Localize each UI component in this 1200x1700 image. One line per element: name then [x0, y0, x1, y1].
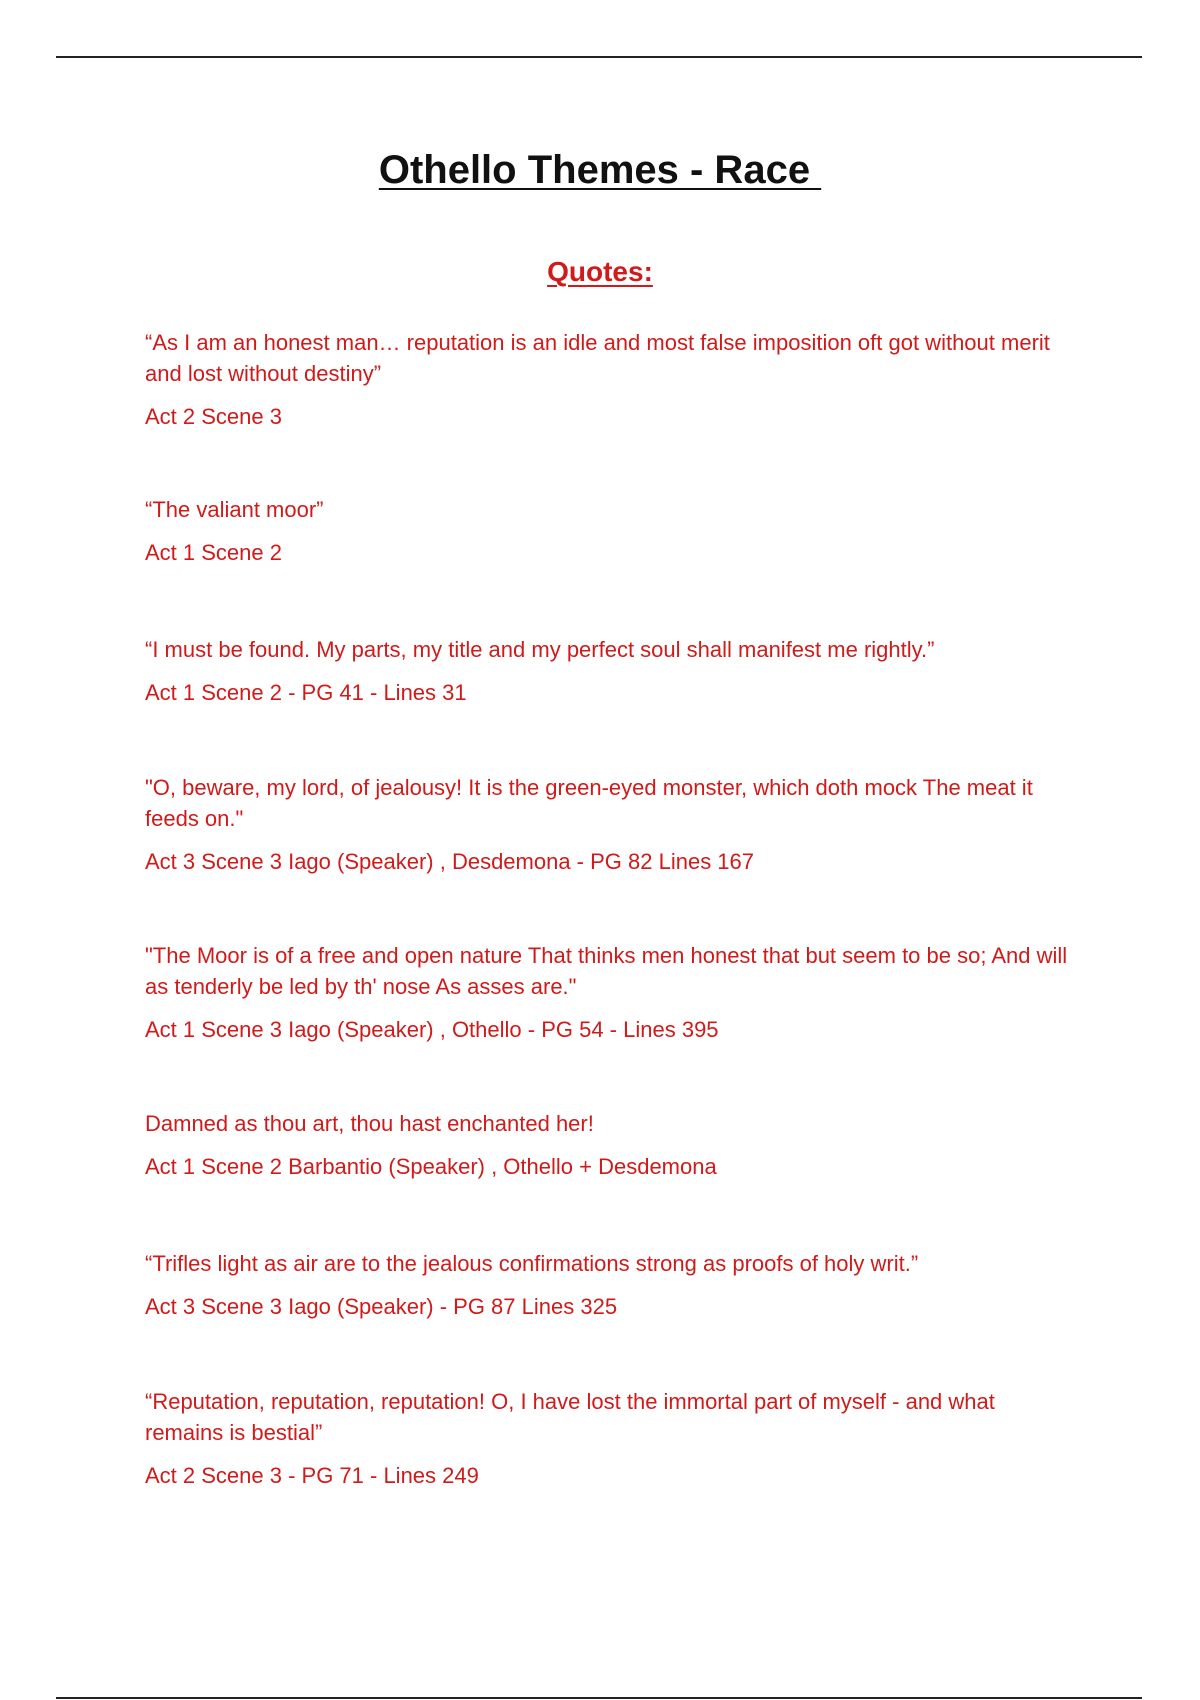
quote-reference: Act 3 Scene 3 Iago (Speaker) , Desdemona - PG 82 Lines 167	[145, 849, 755, 874]
section-heading	[0, 254, 1200, 290]
page-title	[0, 144, 1200, 196]
quote-reference: Act 1 Scene 2	[145, 540, 282, 565]
quote-text: “I must be found. My parts, my title and my perfect soul shall manifest me rightly.”	[145, 637, 935, 662]
quote-block	[145, 772, 1075, 877]
quote-block	[145, 940, 1075, 1045]
quote-block	[145, 634, 1075, 708]
quote-reference: Act 1 Scene 2 Barbantio (Speaker) , Othello + Desdemona	[145, 1154, 717, 1179]
quote-text: "The Moor is of a free and open nature That thinks men honest that but seem to be so; And will as tenderly be led by th' nose As asses are."	[145, 943, 1068, 999]
bottom-divider	[56, 1697, 1142, 1699]
quote-block	[145, 1108, 1075, 1182]
section-heading-text: Quotes:	[547, 256, 653, 287]
quote-text: “As I am an honest man… reputation is an idle and most false imposition oft got without merit and lost without destiny”	[145, 330, 1050, 386]
quote-reference: Act 1 Scene 2 - PG 41 - Lines 31	[145, 680, 467, 705]
quote-reference: Act 1 Scene 3 Iago (Speaker) , Othello - PG 54 - Lines 395	[145, 1017, 719, 1042]
quote-reference: Act 3 Scene 3 Iago (Speaker) - PG 87 Lines 325	[145, 1294, 618, 1319]
quote-block	[145, 1386, 1075, 1491]
quote-text: Damned as thou art, thou hast enchanted her!	[145, 1111, 594, 1136]
quote-text: "O, beware, my lord, of jealousy! It is the green-eyed monster, which doth mock The meat it feeds on."	[145, 775, 1033, 831]
quote-block	[145, 494, 1075, 568]
quote-text: “Trifles light as air are to the jealous confirmations strong as proofs of holy writ.”	[145, 1251, 919, 1276]
quote-text: “The valiant moor”	[145, 497, 324, 522]
top-divider	[56, 56, 1142, 58]
quote-reference: Act 2 Scene 3	[145, 404, 282, 429]
quote-block	[145, 1248, 1075, 1322]
page-title-text: Othello Themes - Race	[378, 148, 822, 192]
quote-reference: Act 2 Scene 3 - PG 71 - Lines 249	[145, 1463, 479, 1488]
quote-text: “Reputation, reputation, reputation! O, I have lost the immortal part of myself - and what remains is bestial”	[145, 1389, 995, 1445]
quote-block	[145, 327, 1075, 432]
